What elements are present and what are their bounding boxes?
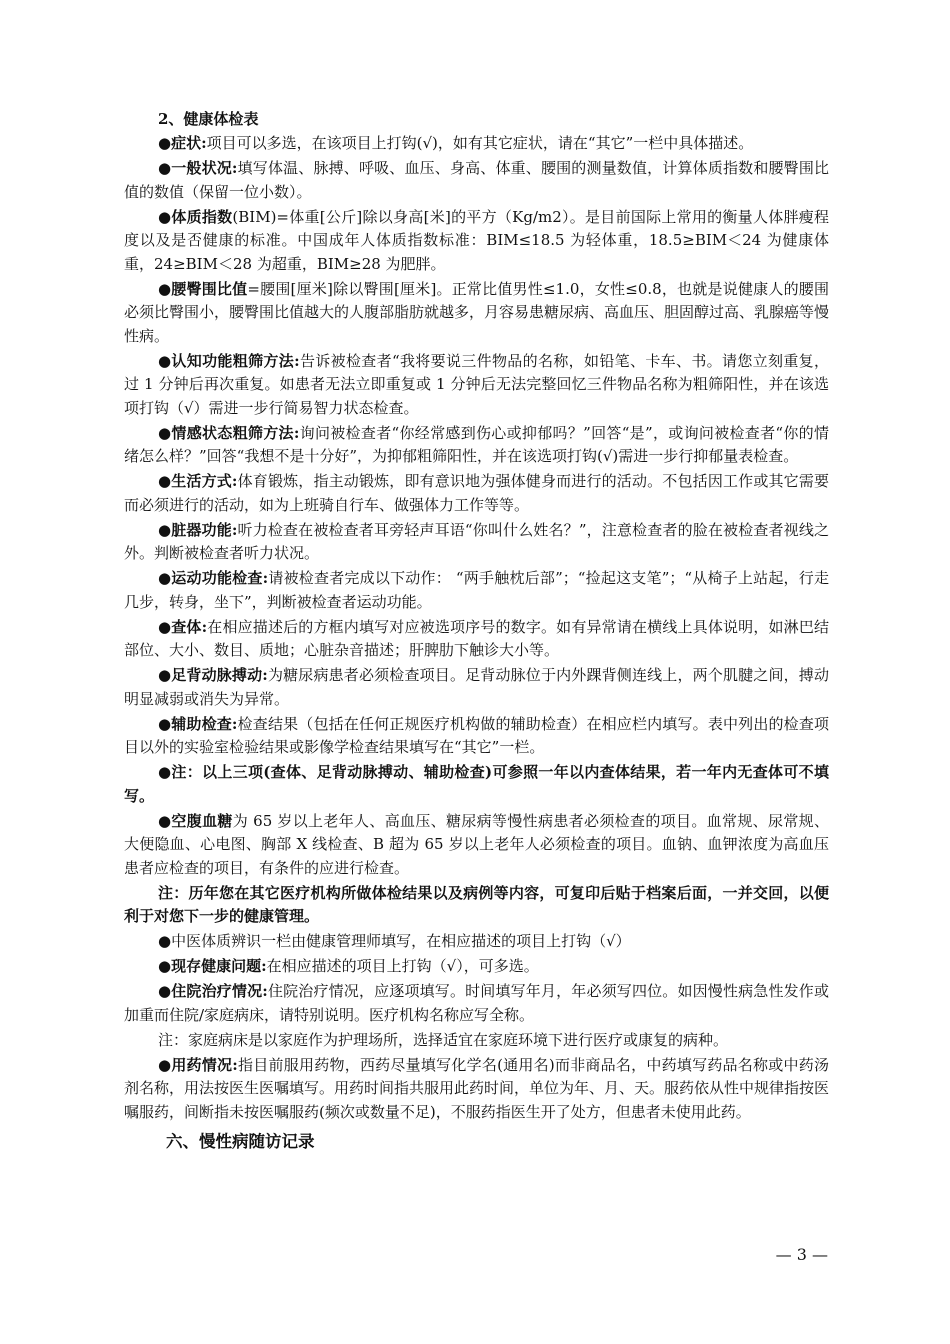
paragraph bbox=[124, 713, 829, 760]
paragraph-label: ●运动功能检查: bbox=[158, 569, 269, 587]
paragraph bbox=[124, 955, 829, 979]
paragraph bbox=[124, 278, 829, 349]
paragraph-label: ●辅助检查: bbox=[158, 714, 238, 733]
paragraph-text: 体育锻炼，指主动锻炼，即有意识地为强体健身而进行的活动。不包括因工作或其它需要而必须进行的活动，如为上班骑自行车、做强体力工作等等。 bbox=[124, 472, 829, 514]
paragraph bbox=[124, 422, 829, 469]
paragraph-label: 注：历年您在其它医疗机构所做体检结果以及病例等内容，可复印后贴于档案后面，一并交回，以便利于对您下一步的健康管理。 bbox=[124, 883, 829, 925]
paragraph-text: 询问被检查者“你经常感到伤心或抑郁吗？”回答“是”，或询问被检查者“你的情绪怎么样？”回答“我想不是十分好”，为抑郁粗筛阳性，并在该选项打钩(√)需进一步行抑郁量表检查。 bbox=[124, 423, 829, 465]
paragraph-text: 检查结果（包括在任何正规医疗机构做的辅助检查）在相应栏内填写。表中列出的检查项目以外的实验室检验结果或影像学检查结果填写在“其它”一栏。 bbox=[124, 714, 829, 756]
paragraph-label: ●现存健康问题: bbox=[158, 957, 267, 975]
paragraph-label: ●空腹血糖 bbox=[158, 811, 233, 830]
paragraph-text: (BIM)=体重[公斤]除以身高[米]的平方（Kg/m2）。是目前国际上常用的衡量人体胖瘦程度以及是否健康的标准。中国成年人体质指数标准：BIM≤18.5 为轻体重，18.5≥BIM＜24 为健康体重，24≥BIM＜28 为超重，BIM≥28 为肥胖。 bbox=[124, 207, 829, 273]
paragraph-label: ●体质指数 bbox=[158, 207, 233, 226]
paragraph-label: ●查体: bbox=[158, 617, 208, 636]
paragraph bbox=[124, 930, 829, 954]
paragraph bbox=[124, 157, 829, 204]
paragraph bbox=[124, 519, 829, 566]
paragraph bbox=[124, 132, 829, 156]
paragraph-label: ●症状: bbox=[158, 134, 207, 152]
paragraph bbox=[124, 882, 829, 929]
paragraph-text: 为 65 岁以上老年人、高血压、糖尿病等慢性病患者必须检查的项目。血常规、尿常规、大便隐血、心电图、胸部 X 线检查、B 超为 65 岁以上老年人必须检查的项目。血钠、血钾浓度为高血压患者应检查的项目，有条件的应进行检查。 bbox=[124, 811, 829, 877]
paragraph-text: 为糖尿病患者必须检查项目。足背动脉位于内外踝背侧连线上，两个肌腱之间，搏动明显减弱或消失为异常。 bbox=[124, 666, 829, 708]
paragraph bbox=[124, 664, 829, 711]
paragraph bbox=[124, 616, 829, 663]
paragraph-label: ●注：以上三项(查体、足背动脉搏动、辅助检查)可参照一年以内查体结果，若一年内无查体可不填写。 bbox=[124, 763, 829, 805]
paragraph-text: 填写体温、脉搏、呼吸、血压、身高、体重、腰围的测量数值，计算体质指数和腰臀围比值的数值（保留一位小数）。 bbox=[124, 159, 829, 201]
paragraph-label: ●一般状况: bbox=[158, 159, 238, 177]
paragraph-label: ●住院治疗情况: bbox=[158, 982, 268, 1000]
paragraph bbox=[124, 761, 829, 808]
paragraph bbox=[124, 567, 829, 614]
paragraph bbox=[124, 980, 829, 1027]
paragraph-label: ●生活方式: bbox=[158, 472, 238, 490]
paragraph-label: ●情感状态粗筛方法: bbox=[158, 423, 300, 442]
paragraph-text: 告诉被检查者“我将要说三件物品的名称，如铅笔、卡车、书。请您立刻重复，过 1 分钟后再次重复。如患者无法立即重复或 1 分钟后无法完整回忆三件物品名称为粗筛阳性，并在该选项打钩（√）需进一步行简易智力状态检查。 bbox=[124, 351, 829, 417]
paragraph-label: ●用药情况: bbox=[158, 1055, 238, 1074]
section-title: 六、慢性病随访记录 bbox=[166, 1132, 315, 1151]
paragraph-text: 请被检查者完成以下动作： “两手触枕后部”；“捡起这支笔”；“从椅子上站起，行走几步，转身，坐下”，判断被检查者运动功能。 bbox=[124, 569, 829, 611]
document-body bbox=[124, 108, 829, 1154]
paragraph-text: 注：家庭病床是以家庭作为护理场所，选择适宜在家庭环境下进行医疗或康复的病种。 bbox=[158, 1030, 729, 1049]
paragraph-text: 项目可以多选，在该项目上打钩(√)，如有其它症状，请在“其它”一栏中具体描述。 bbox=[206, 134, 754, 152]
paragraph-text: 听力检查在被检查者耳旁轻声耳语“你叫什么姓名？”，注意检查者的脸在被检查者视线之外。判断被检查者听力状况。 bbox=[124, 520, 829, 562]
paragraph-text: ●中医体质辨识一栏由健康管理师填写，在相应描述的项目上打钩（√） bbox=[158, 932, 631, 950]
paragraph bbox=[124, 470, 829, 517]
paragraph bbox=[124, 810, 829, 881]
page-number: — 3 — bbox=[775, 1245, 828, 1264]
paragraph bbox=[124, 350, 829, 421]
paragraph-text: 指目前服用药物，西药尽量填写化学名(通用名)而非商品名，中药填写药品名称或中药汤剂名称，用法按医生医嘱填写。用药时间指共服用此药时间，单位为年、月、天。服药依从性中规律指按医嘱服药，间断指未按医嘱服药(频次或数量不足)，不服药指医生开了处方，但患者未使用此药。 bbox=[124, 1055, 830, 1121]
paragraph-label: ●腰臀围比值 bbox=[158, 279, 248, 298]
section-heading: 2、健康体检表 bbox=[158, 110, 259, 128]
paragraph-list bbox=[124, 132, 829, 1124]
paragraph-text: 在相应描述后的方框内填写对应被选项序号的数字。如有异常请在横线上具体说明，如淋巴结部位、大小、数目、质地；心脏杂音描述；肝脾肋下触诊大小等。 bbox=[124, 617, 829, 659]
paragraph-text: =腰围[厘米]除以臀围[厘米]。正常比值男性≤1.0，女性≤0.8，也就是说健康人的腰围必须比臀围小，腰臀围比值越大的人腹部脂肪就越多，月容易患糖尿病、高血压、胆固醇过高、乳腺癌等慢性病。 bbox=[124, 279, 830, 345]
paragraph-label: ●脏器功能: bbox=[158, 520, 238, 539]
paragraph-label: ●足背动脉搏动: bbox=[158, 666, 268, 684]
paragraph bbox=[124, 1029, 829, 1053]
paragraph-text: 住院治疗情况，应逐项填写。时间填写年月，年必须写四位。如因慢性病急性发作或加重而住院/家庭病床，请特别说明。医疗机构名称应写全称。 bbox=[124, 982, 829, 1024]
paragraph-text: 在相应描述的项目上打钩（√），可多选。 bbox=[266, 957, 539, 975]
paragraph-label: ●认知功能粗筛方法: bbox=[158, 351, 300, 370]
paragraph bbox=[124, 206, 829, 277]
paragraph bbox=[124, 1054, 829, 1125]
